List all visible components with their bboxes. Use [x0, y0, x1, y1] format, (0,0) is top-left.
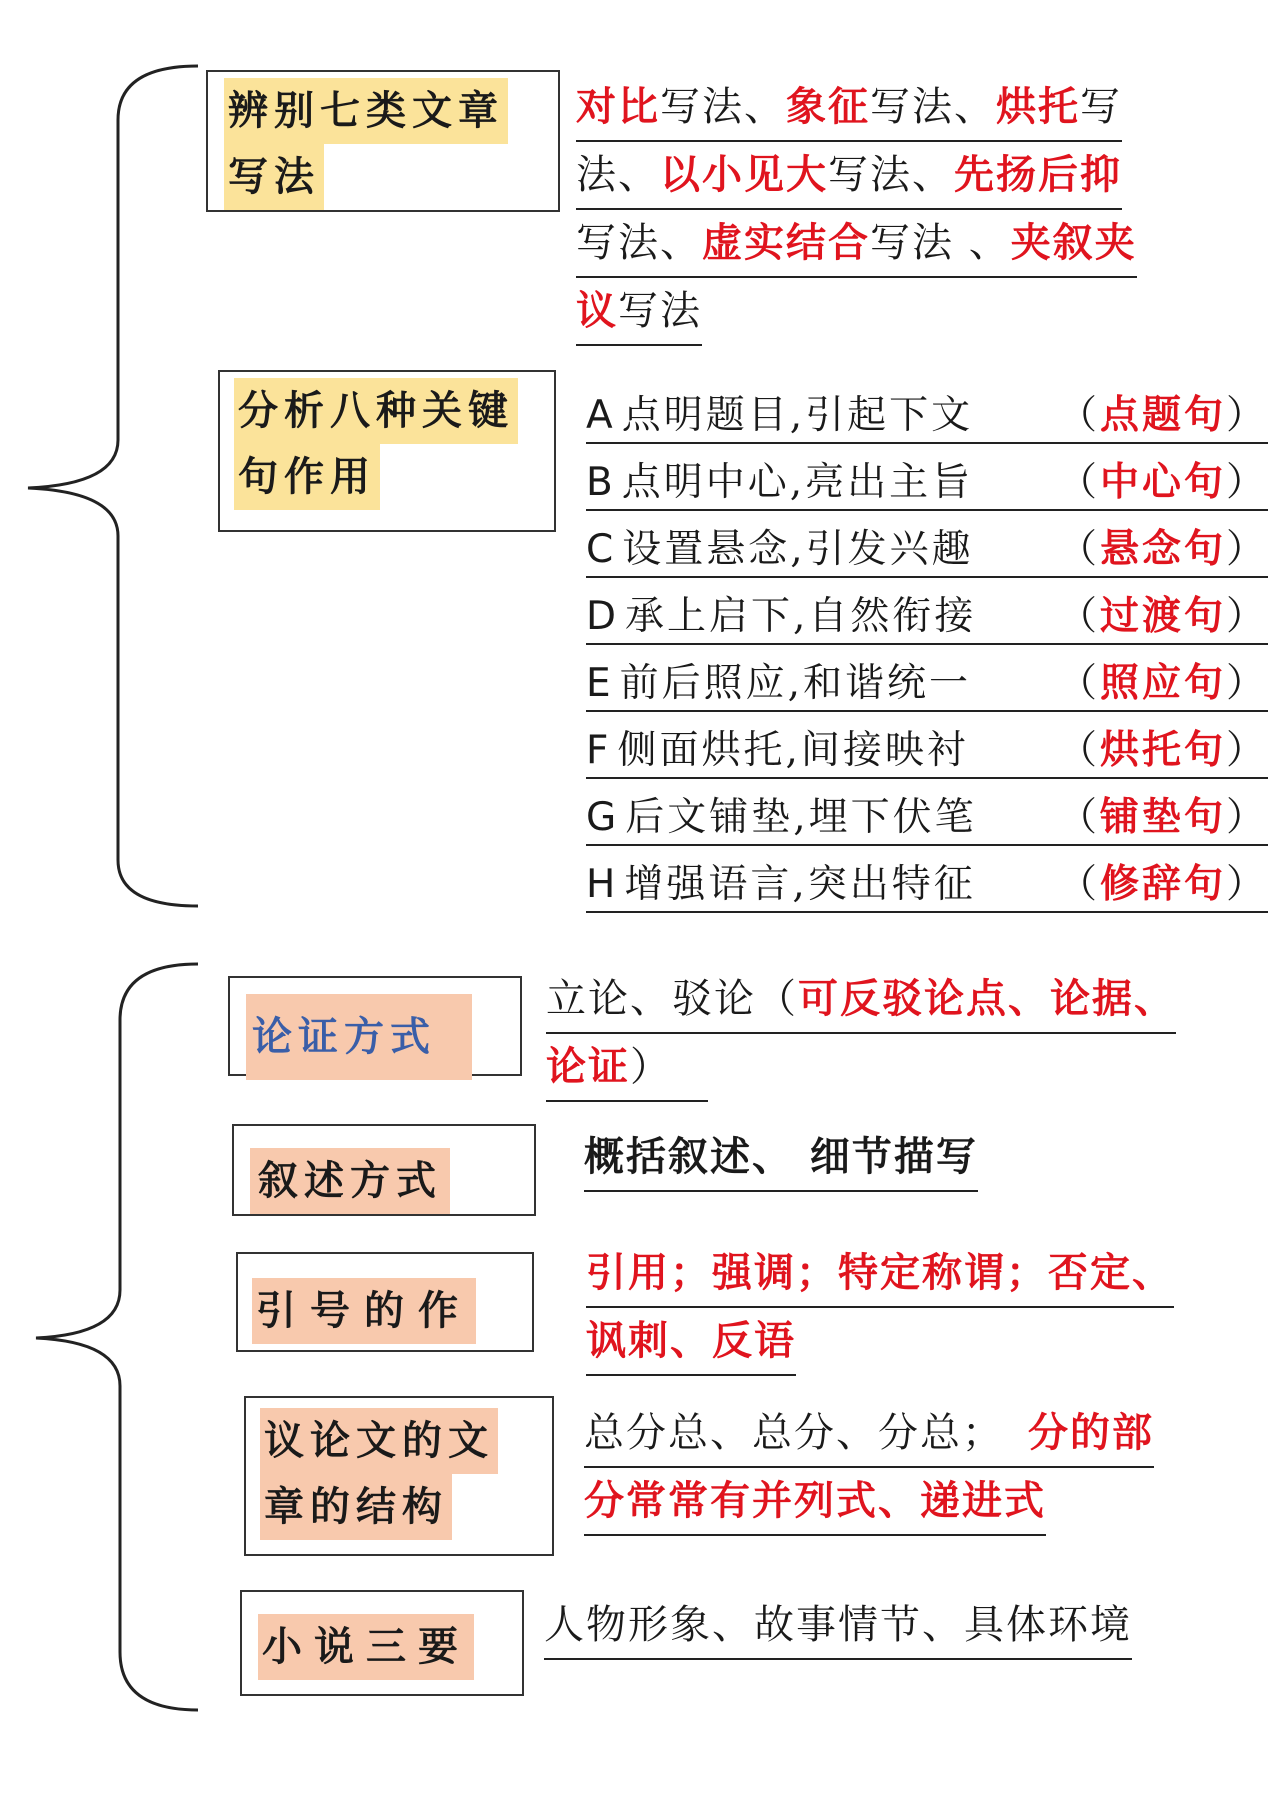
quotation-marks-content	[586, 1240, 1256, 1376]
essay-structure-line2: 分常常有并列式、递进式	[584, 1468, 1046, 1536]
label-argument-methods: 论证方式	[240, 994, 478, 1080]
argument-methods-line1: 立论、驳论（可反驳论点、论据、	[546, 966, 1176, 1034]
narration-methods-content: 概括叙述、 细节描写	[584, 1124, 1184, 1192]
writing-methods-content	[576, 74, 1236, 346]
novel-elements-content: 人物形象、故事情节、具体环境	[544, 1592, 1244, 1660]
quotation-marks-line2: 讽刺、反语	[586, 1308, 796, 1376]
key-sentence-row	[586, 851, 1268, 913]
label-writing-methods-line2: 写法	[224, 144, 324, 210]
label-narration-methods: 叙述方式	[244, 1148, 456, 1214]
writing-methods-line4: 议写法	[576, 278, 702, 346]
label-essay-structure-line2: 章的结构	[260, 1474, 452, 1540]
key-sentence-desc: D 承上启下,自然衔接	[586, 594, 977, 639]
argument-methods-content	[546, 966, 1246, 1102]
writing-methods-line2: 法、以小见大写法、先扬后抑	[576, 142, 1122, 210]
key-sentence-type: （中心句）	[1057, 459, 1268, 505]
writing-methods-line1: 对比写法、象征写法、烘托写	[576, 74, 1122, 142]
key-sentence-desc: A 点明题目,引起下文	[586, 393, 974, 438]
key-sentence-type: （过渡句）	[1057, 593, 1268, 639]
label-essay-structure	[254, 1408, 554, 1540]
key-sentence-row	[586, 784, 1268, 846]
key-sentence-row	[586, 516, 1268, 578]
quotation-marks-line1: 引用；强调；特定称谓；否定、	[586, 1240, 1174, 1308]
label-key-sentences-line2: 句作用	[234, 444, 380, 510]
key-sentence-type: （点题句）	[1057, 392, 1268, 438]
key-sentence-type: （烘托句）	[1057, 727, 1268, 773]
label-novel-elements: 小说三要	[252, 1614, 480, 1680]
essay-structure-line1: 总分总、总分、分总； 分的部	[584, 1400, 1154, 1468]
left-brace-bottom	[0, 0, 220, 1809]
label-quotation-marks: 引号的作	[246, 1278, 482, 1344]
key-sentence-desc: H 增强语言,突出特征	[586, 862, 976, 907]
writing-methods-line3: 写法、虚实结合写法 、夹叙夹	[576, 210, 1137, 278]
essay-structure-content	[584, 1400, 1264, 1536]
key-sentence-desc: G 后文铺垫,埋下伏笔	[586, 795, 977, 840]
label-key-sentences-line1: 分析八种关键	[234, 378, 518, 444]
key-sentence-type: （铺垫句）	[1057, 794, 1268, 840]
label-writing-methods	[218, 78, 558, 210]
key-sentence-row	[586, 382, 1268, 444]
key-sentence-row	[586, 717, 1268, 779]
key-sentence-desc: C 设置悬念,引发兴趣	[586, 527, 974, 572]
label-essay-structure-line1: 议论文的文	[260, 1408, 498, 1474]
key-sentence-desc: B 点明中心,亮出主旨	[586, 460, 974, 505]
key-sentence-desc: F 侧面烘托,间接映衬	[586, 728, 969, 773]
key-sentence-row	[586, 650, 1268, 712]
label-writing-methods-line1: 辨别七类文章	[224, 78, 508, 144]
argument-methods-line2: 论证）	[546, 1034, 708, 1102]
key-sentence-row	[586, 449, 1268, 511]
key-sentence-type: （修辞句）	[1057, 861, 1268, 907]
label-key-sentences	[228, 378, 556, 510]
key-sentence-row	[586, 583, 1268, 645]
key-sentence-desc: E 前后照应,和谐统一	[586, 661, 972, 706]
key-sentence-type: （照应句）	[1057, 660, 1268, 706]
key-sentence-type: （悬念句）	[1057, 526, 1268, 572]
